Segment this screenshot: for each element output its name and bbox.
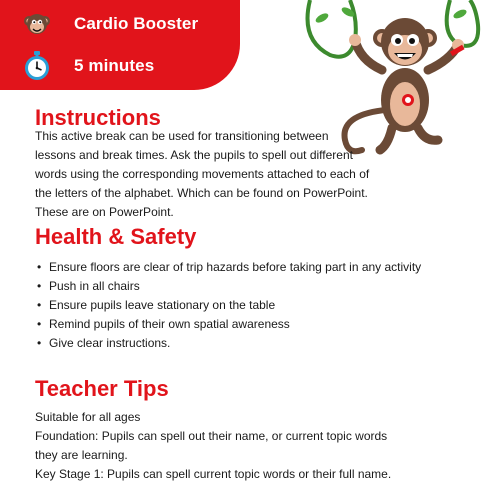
header-banner <box>0 0 240 90</box>
list-item: • Push in all chairs <box>35 277 435 296</box>
list-item: • Ensure floors are clear of trip hazards before taking part in any activity <box>35 258 435 277</box>
monkey-face-icon <box>22 8 52 40</box>
tip-line: Foundation: Pupils can spell out their name, or current topic words they are learning. <box>35 429 388 462</box>
duration-row <box>22 50 154 82</box>
teacher-tips-heading: Teacher Tips <box>35 376 169 401</box>
activity-title-row <box>22 8 198 40</box>
tip-line: Suitable for all ages <box>35 410 141 424</box>
list-item: • Remind pupils of their own spatial awareness <box>35 315 435 334</box>
stopwatch-icon <box>22 50 52 82</box>
duration: 5 minutes <box>74 56 155 75</box>
tip-line: Key Stage 1: Pupils can spell current topic words or their full name. <box>35 467 392 481</box>
list-item: • Ensure pupils leave stationary on the table <box>35 296 435 315</box>
instructions-text: This active break can be used for transitioning between lessons and break times. Ask the pupils to spell out different words using the corresponding movements attached to each of the letters of the alphabet. Which can be found on PowerPoint. These are on PowerPoint. <box>35 129 370 219</box>
instructions-heading: Instructions <box>35 105 161 130</box>
list-item: • Give clear instructions. <box>35 334 435 353</box>
teacher-tips-body <box>35 408 405 484</box>
health-safety-list <box>35 258 435 353</box>
activity-title: Cardio Booster <box>74 14 199 33</box>
health-safety-heading: Health & Safety <box>35 224 197 249</box>
